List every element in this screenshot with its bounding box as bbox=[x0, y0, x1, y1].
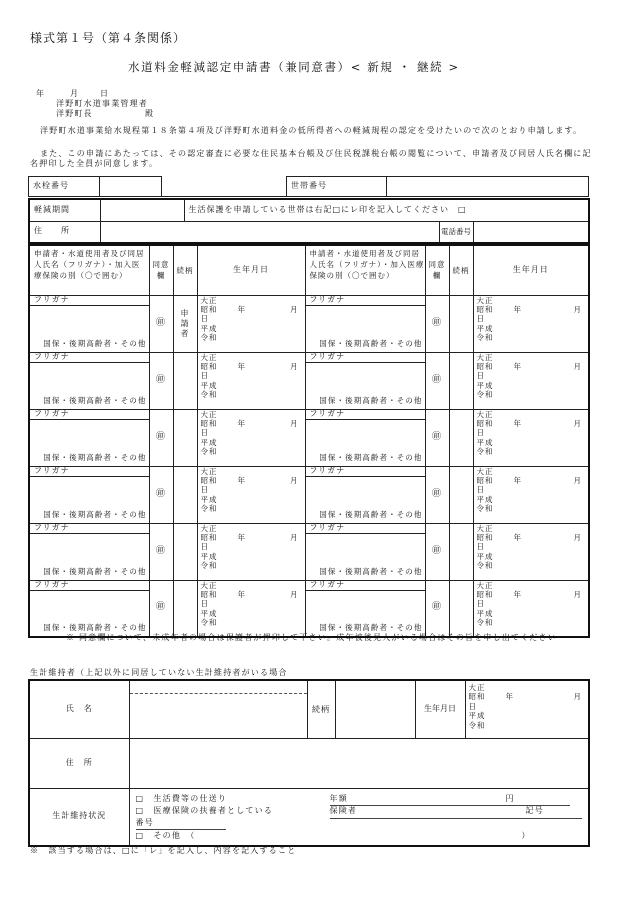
insurance-options: 国保・後期高齢者・その他 bbox=[43, 452, 147, 462]
era-list bbox=[474, 581, 589, 628]
furigana-cell[interactable] bbox=[305, 466, 425, 476]
era-day: 日 bbox=[200, 371, 209, 381]
era-showa: 昭和 bbox=[200, 418, 218, 428]
seal-mark: ㊞ bbox=[155, 431, 166, 442]
era-reiwa: 令和 bbox=[468, 720, 486, 730]
birth-cell[interactable] bbox=[197, 352, 305, 409]
insurance-options: 国保・後期高齢者・その他 bbox=[319, 338, 423, 348]
era-heisei: 平成 bbox=[200, 494, 218, 504]
era-heisei: 平成 bbox=[200, 437, 218, 447]
date-month: 月 bbox=[70, 89, 80, 98]
month-unit: 月 bbox=[573, 418, 582, 428]
relation-cell[interactable] bbox=[173, 295, 197, 352]
insurance-options: 国保・後期高齢者・その他 bbox=[43, 623, 147, 632]
month-unit: 月 bbox=[290, 361, 299, 371]
seal-mark: ㊞ bbox=[431, 545, 442, 556]
insurance-options: 国保・後期高齢者・その他 bbox=[319, 623, 423, 632]
seal-mark: ㊞ bbox=[155, 374, 166, 385]
month-unit: 月 bbox=[573, 532, 582, 542]
relation-cell[interactable] bbox=[449, 523, 473, 580]
era-list bbox=[466, 683, 589, 730]
era-heisei: 平成 bbox=[476, 494, 494, 504]
insurer-label: 保険者 bbox=[329, 805, 358, 815]
seal-mark: ㊞ bbox=[155, 545, 166, 556]
annual-label: 年額 bbox=[329, 793, 348, 803]
furigana-cell[interactable] bbox=[29, 523, 149, 533]
name-insurance-cell[interactable] bbox=[305, 476, 425, 523]
era-showa: 昭和 bbox=[476, 361, 494, 371]
addressee-2: 洋野町長 bbox=[56, 109, 93, 118]
birth-cell[interactable] bbox=[473, 409, 589, 466]
footer-note: ※ 該当する場合は、□に「レ」を記入し、内容を記入すること bbox=[30, 846, 297, 855]
name-insurance-cell[interactable] bbox=[29, 533, 149, 580]
other-close: ） bbox=[521, 830, 531, 840]
furigana-cell[interactable] bbox=[305, 352, 425, 362]
birth-cell[interactable] bbox=[197, 466, 305, 523]
insurance-options: 国保・後期高齢者・その他 bbox=[319, 452, 423, 462]
month-unit: 月 bbox=[573, 589, 582, 599]
seal-mark: ㊞ bbox=[431, 431, 442, 442]
relation-cell[interactable] bbox=[449, 352, 473, 409]
era-list bbox=[198, 467, 305, 514]
address-value[interactable] bbox=[100, 221, 439, 243]
era-list bbox=[474, 467, 589, 514]
relation-cell[interactable] bbox=[449, 295, 473, 352]
relation-cell[interactable] bbox=[173, 409, 197, 466]
furigana-label: フリガナ bbox=[309, 522, 346, 532]
supporter-address-label: 住 所 bbox=[29, 738, 129, 788]
supporter-relation-value[interactable] bbox=[335, 680, 415, 738]
name-insurance-cell[interactable] bbox=[29, 362, 149, 409]
relation-cell[interactable] bbox=[173, 466, 197, 523]
birth-cell[interactable] bbox=[197, 295, 305, 352]
era-taisho: 大正 bbox=[476, 466, 494, 476]
body-paragraph-2: また、この申請にあたっては、その認定審査に必要な住民基本台帳及び住民税課税台帳の閲覧について、申請者及び同居人氏名欄に記名押印した全員が同意します。 bbox=[30, 149, 592, 168]
era-reiwa: 令和 bbox=[476, 447, 494, 457]
header-birth: 生年月日 bbox=[473, 245, 589, 295]
main-table bbox=[28, 198, 590, 244]
era-reiwa: 令和 bbox=[200, 390, 218, 400]
year-unit: 年 bbox=[237, 589, 246, 599]
era-day: 日 bbox=[200, 485, 209, 495]
era-taisho: 大正 bbox=[476, 295, 494, 305]
era-heisei: 平成 bbox=[476, 380, 494, 390]
furigana-label: フリガナ bbox=[34, 465, 70, 475]
meter-label: 水栓番号 bbox=[29, 177, 100, 197]
furigana-cell[interactable] bbox=[305, 295, 425, 305]
era-day: 日 bbox=[476, 371, 485, 381]
birth-cell[interactable] bbox=[473, 295, 589, 352]
relation-cell[interactable] bbox=[173, 580, 197, 637]
name-insurance-cell[interactable] bbox=[305, 362, 425, 409]
supporter-relation-label: 続柄 bbox=[307, 680, 335, 738]
era-reiwa: 令和 bbox=[476, 504, 494, 514]
era-taisho: 大正 bbox=[200, 523, 218, 533]
era-day: 日 bbox=[200, 428, 209, 438]
month-unit: 月 bbox=[573, 361, 582, 371]
supporter-address-value[interactable] bbox=[129, 738, 589, 788]
seal-cell[interactable] bbox=[149, 523, 173, 580]
header-name: 申請者・水道使用者及び同居人氏名（フリガナ）・加入医療保険の別（〇で囲む） bbox=[29, 245, 149, 295]
furigana-label: フリガナ bbox=[34, 294, 70, 304]
furigana-label: フリガナ bbox=[34, 579, 70, 589]
birth-cell[interactable] bbox=[473, 580, 589, 637]
era-showa: 昭和 bbox=[476, 304, 494, 314]
furigana-cell[interactable] bbox=[29, 466, 149, 476]
era-heisei: 平成 bbox=[200, 380, 218, 390]
name-insurance-cell[interactable] bbox=[29, 590, 149, 637]
header-consent: 同意欄 bbox=[149, 245, 173, 295]
era-list bbox=[198, 296, 305, 343]
relation-cell[interactable] bbox=[449, 466, 473, 523]
month-unit: 月 bbox=[290, 475, 299, 485]
year-unit: 年 bbox=[237, 304, 246, 314]
consent-note: ※ 同意欄について、未成年者の場合は保護者が押印して下さい。成年被後見人がいる場合はその旨を申し出てください bbox=[66, 633, 558, 642]
era-showa: 昭和 bbox=[200, 532, 218, 542]
era-reiwa: 令和 bbox=[200, 618, 218, 628]
phone-value[interactable] bbox=[473, 221, 589, 243]
month-unit: 月 bbox=[290, 304, 299, 314]
furigana-cell[interactable] bbox=[29, 352, 149, 362]
welfare-checkbox[interactable]: 生活保護を申請している世帯は右記□にレ印を記入してください □ bbox=[184, 199, 589, 221]
era-taisho: 大正 bbox=[476, 580, 494, 590]
seal-cell[interactable] bbox=[149, 580, 173, 637]
household-label: 世帯番号 bbox=[287, 177, 387, 197]
month-unit: 月 bbox=[290, 418, 299, 428]
year-unit: 年 bbox=[237, 532, 246, 542]
header-consent: 同意欄 bbox=[425, 245, 449, 295]
relation-cell[interactable] bbox=[449, 409, 473, 466]
seal-cell[interactable] bbox=[149, 409, 173, 466]
birth-cell[interactable] bbox=[473, 523, 589, 580]
household-value[interactable] bbox=[387, 177, 589, 197]
era-day: 日 bbox=[200, 314, 209, 324]
insurance-options: 国保・後期高齢者・その他 bbox=[43, 566, 147, 576]
insurance-options: 国保・後期高齢者・その他 bbox=[319, 566, 423, 576]
birth-cell[interactable] bbox=[473, 466, 589, 523]
furigana-label: フリガナ bbox=[309, 294, 346, 304]
symbol-label: 記号 bbox=[525, 805, 544, 815]
seal-cell[interactable] bbox=[425, 295, 449, 352]
year-unit: 年 bbox=[513, 304, 522, 314]
furigana-cell[interactable] bbox=[29, 580, 149, 590]
option-other[interactable]: □ その他 （ bbox=[135, 830, 196, 840]
header-relation: 続柄 bbox=[449, 245, 473, 295]
name-insurance-cell[interactable] bbox=[305, 590, 425, 637]
era-reiwa: 令和 bbox=[200, 447, 218, 457]
era-taisho: 大正 bbox=[200, 580, 218, 590]
month-unit: 月 bbox=[290, 589, 299, 599]
era-day: 日 bbox=[476, 542, 485, 552]
name-insurance-cell[interactable] bbox=[305, 305, 425, 352]
number-label: 番号 bbox=[135, 817, 154, 827]
insurance-options: 国保・後期高齢者・その他 bbox=[43, 338, 147, 348]
furigana-label: フリガナ bbox=[309, 465, 346, 475]
birth-cell[interactable] bbox=[473, 352, 589, 409]
era-showa: 昭和 bbox=[200, 361, 218, 371]
address-label: 住 所 bbox=[29, 221, 100, 243]
furigana-label: フリガナ bbox=[34, 351, 70, 361]
era-list bbox=[474, 524, 589, 571]
era-list bbox=[198, 524, 305, 571]
name-insurance-cell[interactable] bbox=[29, 305, 149, 352]
date-year: 年 bbox=[36, 89, 46, 98]
name-insurance-cell[interactable] bbox=[29, 476, 149, 523]
supporter-birth-value[interactable] bbox=[465, 680, 589, 738]
supporter-birth-label: 生年月日 bbox=[415, 680, 465, 738]
era-heisei: 平成 bbox=[476, 608, 494, 618]
era-taisho: 大正 bbox=[476, 409, 494, 419]
furigana-cell[interactable] bbox=[29, 409, 149, 419]
year-unit: 年 bbox=[505, 692, 514, 701]
era-heisei: 平成 bbox=[476, 323, 494, 333]
seal-mark: ㊞ bbox=[431, 374, 442, 385]
era-showa: 昭和 bbox=[476, 475, 494, 485]
seal-cell[interactable] bbox=[425, 466, 449, 523]
furigana-cell[interactable] bbox=[305, 409, 425, 419]
supporter-name-value[interactable] bbox=[129, 680, 307, 738]
era-showa: 昭和 bbox=[476, 532, 494, 542]
era-taisho: 大正 bbox=[476, 352, 494, 362]
year-unit: 年 bbox=[513, 418, 522, 428]
meter-value[interactable] bbox=[100, 177, 162, 197]
year-unit: 年 bbox=[237, 361, 246, 371]
era-reiwa: 令和 bbox=[476, 333, 494, 343]
name-insurance-cell[interactable] bbox=[305, 419, 425, 466]
era-heisei: 平成 bbox=[476, 437, 494, 447]
supporter-status-options bbox=[129, 788, 589, 846]
birth-cell[interactable] bbox=[197, 580, 305, 637]
relation-cell[interactable] bbox=[173, 523, 197, 580]
year-unit: 年 bbox=[513, 361, 522, 371]
era-showa: 昭和 bbox=[476, 418, 494, 428]
month-unit: 月 bbox=[290, 532, 299, 542]
name-insurance-cell[interactable] bbox=[29, 419, 149, 466]
era-heisei: 平成 bbox=[200, 608, 218, 618]
addressee-1: 洋野町水道事業管理者 bbox=[56, 99, 148, 108]
header-birth: 生年月日 bbox=[197, 245, 305, 295]
seal-cell[interactable] bbox=[149, 466, 173, 523]
era-reiwa: 令和 bbox=[200, 333, 218, 343]
era-taisho: 大正 bbox=[200, 295, 218, 305]
supporter-heading: 生計維持者（上記以外に同居していない生計維持者がいる場合 bbox=[30, 668, 288, 677]
era-showa: 昭和 bbox=[200, 304, 218, 314]
insurance-options: 国保・後期高齢者・その他 bbox=[43, 509, 147, 519]
addressee-2-suffix: 殿 bbox=[145, 109, 155, 118]
era-day: 日 bbox=[476, 599, 485, 609]
era-showa: 昭和 bbox=[200, 589, 218, 599]
header-relation: 続柄 bbox=[173, 245, 197, 295]
body-paragraph-1: 洋野町水道事業給水規程第１８条第４項及び洋野町水道料金の低所得者への軽減規程の認定を受けたいので次のとおり申請します。 bbox=[40, 126, 583, 135]
era-reiwa: 令和 bbox=[476, 618, 494, 628]
era-day: 日 bbox=[476, 428, 485, 438]
phone-label: 電話番号 bbox=[439, 221, 473, 243]
period-value[interactable] bbox=[100, 199, 184, 221]
info-table bbox=[28, 176, 589, 197]
era-list bbox=[198, 410, 305, 457]
era-day: 日 bbox=[200, 542, 209, 552]
option-allowance[interactable]: □ 生活費等の仕送り bbox=[135, 793, 228, 803]
insurance-options: 国保・後期高齢者・その他 bbox=[319, 395, 423, 405]
era-list bbox=[474, 410, 589, 457]
era-taisho: 大正 bbox=[200, 352, 218, 362]
supporter-table bbox=[28, 679, 590, 847]
seal-cell[interactable] bbox=[425, 409, 449, 466]
era-heisei: 平成 bbox=[200, 323, 218, 333]
seal-mark: ㊞ bbox=[431, 602, 442, 613]
form-label: 様式第１号（第４条関係） bbox=[30, 31, 187, 45]
year-unit: 年 bbox=[237, 418, 246, 428]
month-unit: 月 bbox=[573, 475, 582, 485]
furigana-label: フリガナ bbox=[309, 579, 346, 589]
insurance-options: 国保・後期高齢者・その他 bbox=[43, 395, 147, 405]
era-heisei: 平成 bbox=[200, 551, 218, 561]
year-unit: 年 bbox=[237, 475, 246, 485]
supporter-status-label: 生計維持状況 bbox=[29, 788, 129, 846]
relation-cell[interactable] bbox=[173, 352, 197, 409]
era-taisho: 大正 bbox=[200, 466, 218, 476]
era-reiwa: 令和 bbox=[476, 390, 494, 400]
name-insurance-cell[interactable] bbox=[305, 533, 425, 580]
era-reiwa: 令和 bbox=[200, 504, 218, 514]
furigana-label: フリガナ bbox=[309, 351, 346, 361]
era-reiwa: 令和 bbox=[200, 561, 218, 571]
option-insurance-dependent[interactable]: □ 医療保険の扶養者としている bbox=[135, 805, 274, 815]
birth-cell[interactable] bbox=[197, 523, 305, 580]
furigana-label: フリガナ bbox=[309, 408, 346, 418]
era-heisei: 平成 bbox=[476, 551, 494, 561]
era-day: 日 bbox=[476, 485, 485, 495]
seal-mark: ㊞ bbox=[431, 488, 442, 499]
year-unit: 年 bbox=[513, 532, 522, 542]
era-list bbox=[474, 353, 589, 400]
furigana-cell[interactable] bbox=[29, 295, 149, 305]
seal-cell[interactable] bbox=[425, 523, 449, 580]
header-name: 申請者・水道使用者及び同居人氏名（フリガナ）・加入医療保険の別（〇で囲む） bbox=[305, 245, 425, 295]
furigana-cell[interactable] bbox=[305, 580, 425, 590]
era-day: 日 bbox=[468, 701, 477, 711]
birth-cell[interactable] bbox=[197, 409, 305, 466]
era-taisho: 大正 bbox=[476, 523, 494, 533]
era-list bbox=[474, 296, 589, 343]
furigana-label: フリガナ bbox=[34, 408, 70, 418]
seal-mark: ㊞ bbox=[155, 317, 166, 328]
date-day: 日 bbox=[100, 89, 110, 98]
person-table bbox=[28, 244, 590, 638]
seal-cell[interactable] bbox=[149, 295, 173, 352]
form-title: 水道料金軽減認定申請書（兼同意書）< 新規 ・ 継続 > bbox=[128, 60, 460, 74]
era-day: 日 bbox=[476, 314, 485, 324]
seal-cell[interactable] bbox=[425, 352, 449, 409]
seal-mark: ㊞ bbox=[155, 602, 166, 613]
seal-cell[interactable] bbox=[425, 580, 449, 637]
era-day: 日 bbox=[200, 599, 209, 609]
year-unit: 年 bbox=[513, 475, 522, 485]
period-label: 軽減期間 bbox=[29, 199, 100, 221]
era-list bbox=[198, 581, 305, 628]
era-showa: 昭和 bbox=[200, 475, 218, 485]
era-showa: 昭和 bbox=[476, 589, 494, 599]
seal-cell[interactable] bbox=[149, 352, 173, 409]
relation-cell[interactable] bbox=[449, 580, 473, 637]
seal-mark: ㊞ bbox=[155, 488, 166, 499]
seal-mark: ㊞ bbox=[431, 317, 442, 328]
furigana-cell[interactable] bbox=[305, 523, 425, 533]
era-list bbox=[198, 353, 305, 400]
yen-label: 円 bbox=[505, 793, 515, 803]
supporter-name-label: 氏 名 bbox=[29, 680, 129, 738]
month-unit: 月 bbox=[573, 304, 582, 314]
era-heisei: 平成 bbox=[468, 711, 486, 721]
era-reiwa: 令和 bbox=[476, 561, 494, 571]
era-taisho: 大正 bbox=[468, 683, 486, 692]
year-unit: 年 bbox=[513, 589, 522, 599]
month-unit: 月 bbox=[573, 692, 582, 701]
era-taisho: 大正 bbox=[200, 409, 218, 419]
era-showa: 昭和 bbox=[468, 692, 486, 702]
furigana-label: フリガナ bbox=[34, 522, 70, 532]
insurance-options: 国保・後期高齢者・その他 bbox=[319, 509, 423, 519]
applicant-label: 申請者 bbox=[180, 308, 190, 338]
